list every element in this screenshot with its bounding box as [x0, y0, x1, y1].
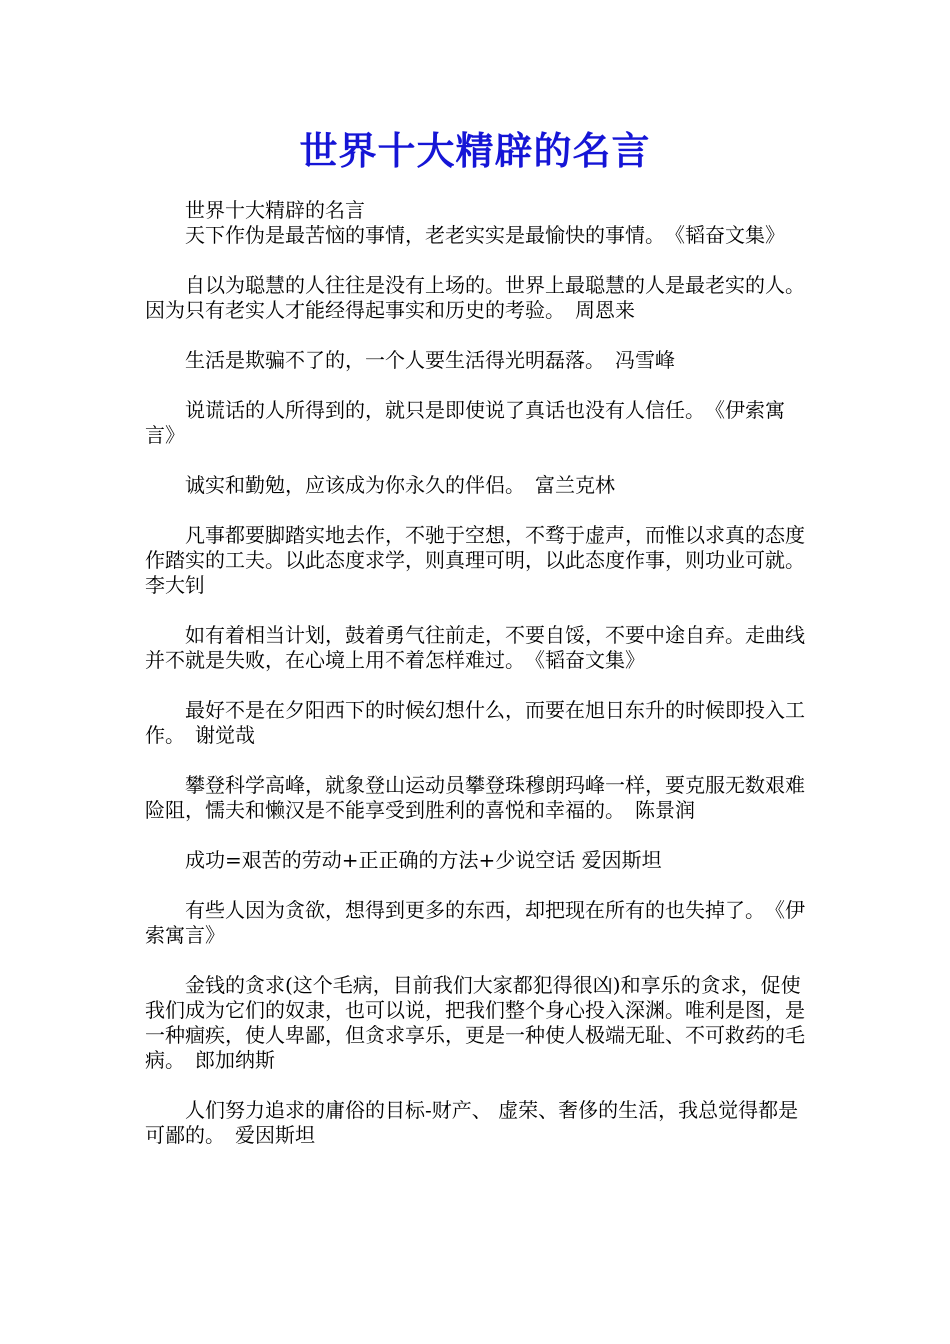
quote-paragraph-5: 诚实和勤勉，应该成为你永久的伴侣。 富兰克林 [185, 473, 615, 497]
page-title: 世界十大精辟的名言 [299, 128, 651, 173]
quote-paragraph-4: 说谎话的人所得到的，就只是即使说了真话也没有人信任。 《伊索寓言》 [145, 398, 785, 447]
quote-paragraph-9: 攀登科学高峰，就象登山运动员攀登珠穆朗玛峰一样，要克服无数艰难险阻，懦夫和懒汉是不能享受到胜利的喜悦和幸福的。 陈景润 [145, 773, 805, 822]
quote-paragraph-13: 人们努力追求的庸俗的目标-财产、 虚荣、奢侈的生活，我总觉得都是可鄙的。 爱因斯坦 [145, 1098, 799, 1147]
quote-paragraph-12: 金钱的贪求(这个毛病，目前我们大家都犯得很凶)和享乐的贪求，促使我们成为它们的奴隶，也可以说，把我们整个身心投入深渊。唯利是图，是一种痼疾，使人卑鄙，但贪求享乐，更是一种使人极端无耻、不可救药的毛病。 郎加纳斯 [145, 973, 805, 1072]
quote-paragraph-7: 如有着相当计划，鼓着勇气往前走，不要自馁，不要中途自弃。走曲线并不就是失败，在心境上用不着怎样难过。 《韬奋文集》 [145, 623, 805, 672]
quote-paragraph-2: 自以为聪慧的人往往是没有上场的。世界上最聪慧的人是最老实的人。因为只有老实人才能经得起事实和历史的考验。 周恩来 [145, 273, 805, 322]
heading-line: 世界十大精辟的名言 [185, 198, 365, 222]
quote-paragraph-6: 凡事都要脚踏实地去作，不驰于空想，不骛于虚声，而惟以求真的态度作踏实的工夫。以此态度求学，则真理可明，以此态度作事，则功业可就。 李大钊 [145, 523, 815, 597]
quote-paragraph-3: 生活是欺骗不了的，一个人要生活得光明磊落。 冯雪峰 [185, 348, 675, 372]
quote-paragraph-8: 最好不是在夕阳西下的时候幻想什么，而要在旭日东升的时候即投入工作。 谢觉哉 [145, 698, 805, 747]
document-body [145, 198, 813, 1173]
quote-paragraph-11: 有些人因为贪欲，想得到更多的东西，却把现在所有的也失掉了。 《伊索寓言》 [145, 898, 805, 947]
quote-paragraph-10: 成功=艰苦的劳动+正正确的方法+少说空话 爱因斯坦 [185, 848, 662, 872]
quote-paragraph-1: 天下作伪是最苦恼的事情，老老实实是最愉快的事情。 《韬奋文集》 [185, 223, 785, 247]
